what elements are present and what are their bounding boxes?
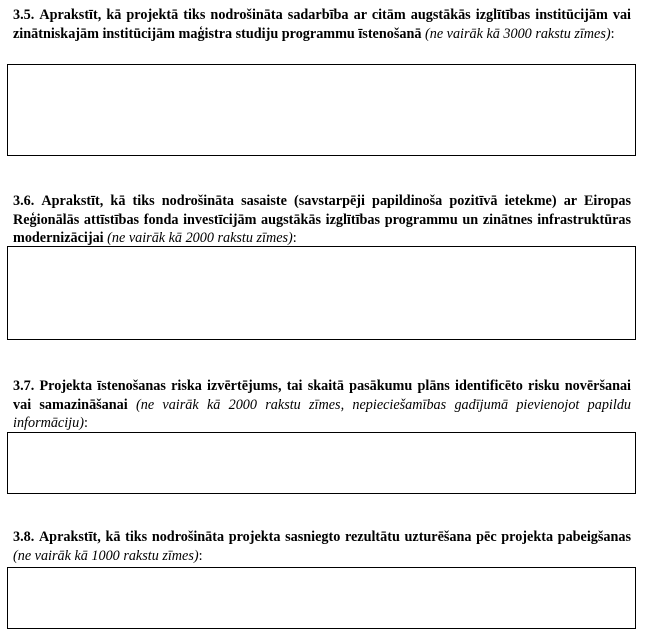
section-3-8 <box>13 528 631 565</box>
answer-box-3-5[interactable] <box>7 64 636 156</box>
section-heading <box>13 377 631 433</box>
section-number: 3.7. <box>13 378 35 394</box>
section-suffix: : <box>83 415 88 431</box>
section-suffix: : <box>198 547 203 564</box>
section-number: 3.8. <box>13 529 35 545</box>
section-note: (ne vairāk kā 2000 rakstu zīmes, nepieciešamības gadījumā pievienojot papildu informāciju) <box>13 396 632 431</box>
section-suffix: : <box>292 230 297 246</box>
section-heading <box>13 192 631 248</box>
section-3-7 <box>13 377 631 433</box>
section-suffix: : <box>610 25 615 42</box>
section-number: 3.6. <box>13 193 35 209</box>
answer-box-3-8[interactable] <box>7 567 636 629</box>
section-note: (ne vairāk kā 2000 rakstu zīmes) <box>107 230 293 246</box>
section-title: Aprakstīt, kā tiks nodrošināta projekta sasniegto rezultātu uzturēšana pēc projekta pabeigšanas <box>38 529 632 545</box>
section-note: (ne vairāk kā 1000 rakstu zīmes) <box>13 547 199 564</box>
answer-box-3-6[interactable] <box>7 246 636 340</box>
section-note: (ne vairāk kā 3000 rakstu zīmes) <box>425 25 611 42</box>
answer-box-3-7[interactable] <box>7 432 636 494</box>
section-title: Aprakstīt, kā tiks nodrošināta sasaiste (savstarpēji papildinoša pozitīvā ietekme) ar Eiropas Reģionālās attīstības fonda investīcijām augstākās izglītības programmu un zinātnes infrastruktūras modernizācijai <box>13 193 632 246</box>
section-3-5 <box>13 6 631 43</box>
section-3-6 <box>13 192 631 248</box>
section-title: Projekta īstenošanas riska izvērtējums, tai skaitā pasākumu plāns identificēto risku novēršanai vai samazināšanai <box>13 378 632 413</box>
section-heading <box>13 528 631 565</box>
section-title: Aprakstīt, kā projektā tiks nodrošināta sadarbība ar citām augstākās izglītības institūcijām vai zinātniskajām institūcijām maģistra studiju programmu īstenošanā <box>13 7 632 42</box>
section-heading <box>13 6 631 43</box>
section-number: 3.5. <box>13 7 35 23</box>
